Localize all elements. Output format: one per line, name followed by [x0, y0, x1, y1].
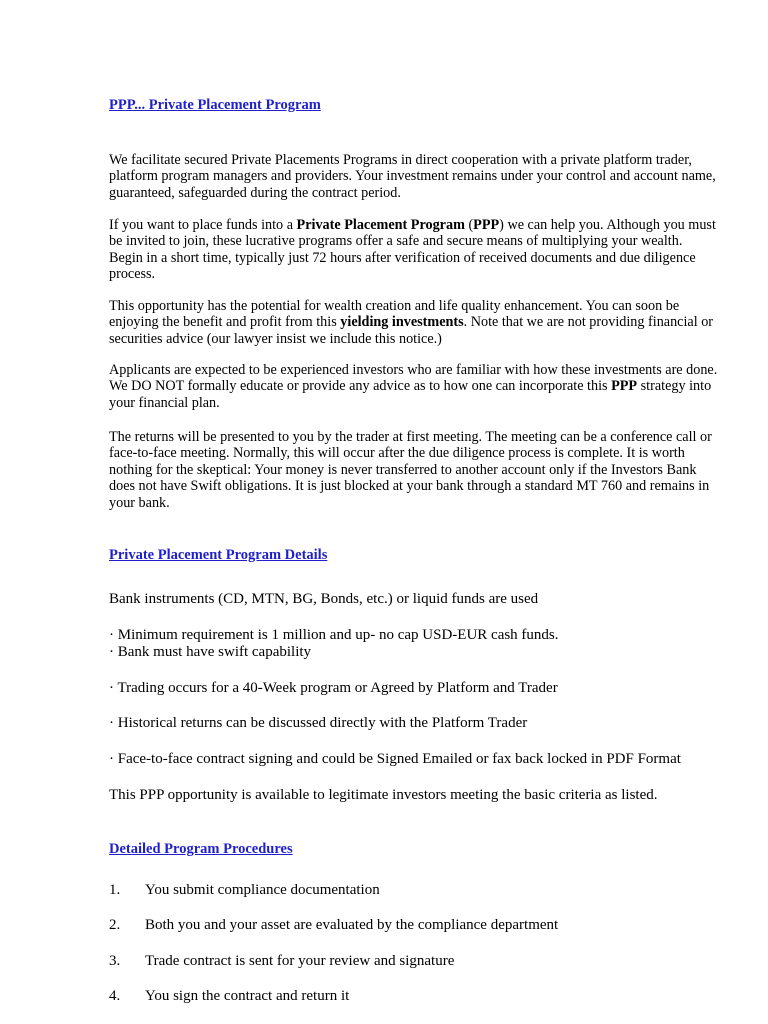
text: ) we can help you. Although you must be invited to join, these lucrative programs offer a safe and secure means of multiplying your wealth. Begin in a short time, typically just 72 hours after verification of received documents and due diligence process. — [109, 217, 716, 283]
step-text: Trade contract is sent for your review and signature — [145, 953, 455, 969]
bold-text: Private Placement Program — [296, 217, 465, 233]
bold-text: PPP — [611, 378, 638, 395]
bold-text: yielding investments — [340, 314, 464, 331]
heading-ppp-link[interactable]: PPP... Private Placement Program — [109, 97, 321, 113]
text: ( — [464, 217, 474, 233]
step-number: 2. — [109, 917, 121, 933]
heading-details-link[interactable]: Private Placement Program Details — [109, 547, 328, 563]
step-number: 3. — [109, 953, 121, 969]
details-intro: Bank instruments (CD, MTN, BG, Bonds, etc.) or liquid funds are used — [109, 591, 539, 607]
bullet-item: · Trading occurs for a 40-Week program or Agreed by Platform and Trader — [109, 680, 558, 696]
procedure-step — [109, 953, 454, 970]
step-number: 1. — [109, 882, 121, 898]
step-text: You sign the contract and return it — [145, 988, 350, 1004]
procedure-step — [109, 917, 558, 934]
paragraph-returns: The returns will be presented to you by the trader at first meeting. The meeting can be a conference call or face-to-face meeting. Normally, this will occur after the due diligence process is complete. It is worth nothing for the skeptical: Your money is never transferred to another account only if the Investors Bank does not have Swift obligations. It is just blocked at your bank through a standard MT 760 and remains in your bank. — [109, 429, 712, 511]
text: This opportunity has the potential for wealth creation and life quality enhancement. You can soon be enjoying the benefit and profit from this — [109, 298, 680, 331]
text: strategy into your financial plan. — [109, 378, 712, 411]
paragraph-placement — [109, 217, 719, 283]
procedure-step — [109, 988, 349, 1005]
bullet-item: · Minimum requirement is 1 million and up- no cap USD-EUR cash funds. — [109, 627, 559, 643]
details-outro: This PPP opportunity is available to legitimate investors meeting the basic criteria as listed. — [109, 787, 658, 803]
procedure-step — [109, 882, 380, 899]
step-number: 4. — [109, 988, 121, 1004]
bullet-item: · Bank must have swift capability — [109, 644, 312, 660]
bullet-item: · Face-to-face contract signing and could be Signed Emailed or fax back locked in PDF Format — [109, 751, 681, 767]
paragraph-intro: We facilitate secured Private Placements Programs in direct cooperation with a private platform trader, platform program managers and providers. Your investment remains under your control and account name, guaranteed, safeguarded during the contract period. — [109, 152, 716, 201]
bullet-item: · Historical returns can be discussed directly with the Platform Trader — [109, 715, 528, 731]
paragraph-opportunity — [109, 298, 719, 347]
paragraph-applicants — [109, 362, 719, 411]
text: Applicants are expected to be experienced investors who are familiar with how these investments are done. We DO NOT formally educate or provide any advice as to how one can incorporate this — [109, 362, 718, 395]
bold-text: PPP — [473, 217, 500, 233]
text: . Note that we are not providing financial or securities advice (our lawyer insist we include this notice.) — [109, 314, 714, 347]
step-text: You submit compliance documentation — [145, 882, 380, 898]
text: If you want to place funds into a — [109, 217, 297, 233]
step-text: Both you and your asset are evaluated by the compliance department — [145, 917, 559, 933]
heading-procedures-link[interactable]: Detailed Program Procedures — [109, 841, 293, 857]
